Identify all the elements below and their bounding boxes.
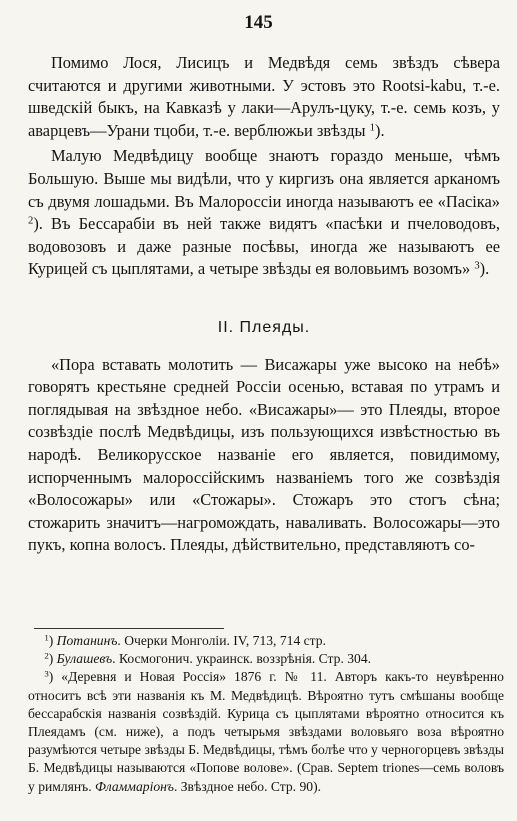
page-number: 145 <box>244 12 273 33</box>
footnote-ref: 1 <box>369 122 375 134</box>
footnote-author: Булашевъ <box>56 651 113 667</box>
paragraph-text: Малую Медвѣдицу вообще знаютъ гораздо меньше, чѣмъ Большую. Выше мы видѣли, что у киргизъ она является арканомъ съ двумя лошадьми. Въ Малороссіи иногда называютъ ее «Пасіка» <box>28 146 500 211</box>
paragraph-text: Помимо Лося, Лисицъ и Медвѣдя семь звѣздъ сѣвера считаются и другими животными. У эстовъ это Rootsi-kabu, т.-е. шведскій быкъ, на Кавказѣ у лаки—Арулъ-цуку, т.-е. семь козъ, у аварцевъ—Урани тцоби, т.-е. верблюжьи звѣзды <box>28 53 500 140</box>
footnote-author: Фламмаріонъ <box>95 778 174 794</box>
footnote-number: 3 <box>44 669 49 679</box>
paragraph-1 <box>28 52 500 142</box>
footnotes <box>28 632 504 796</box>
footnote-text: . Звѣздное небо. Стр. 90). <box>173 778 321 794</box>
footnote-number: 2 <box>44 650 49 661</box>
footnote-text: . Космогонич. украинск. воззрѣнія. Стр. 304. <box>112 651 372 667</box>
footnote-2: $^2$) Булашевъ. Космогонич. украинск. воззрѣнія. Стр. 304. <box>44 650 372 667</box>
paragraph-text: ). <box>479 259 490 279</box>
footnote-number: 1 <box>44 632 49 643</box>
footnote-author: Потанинъ <box>56 633 118 648</box>
main-text <box>28 52 500 557</box>
footnote-3: $^3$) «Деревня и Новая Россія» 1876 г. № 11. Авторъ какъ-то неувѣренно относитъ всѣ эти названія къ М. Медвѣдицѣ. Вѣроятно тутъ смѣшаны вообще бессарабскія названія созвѣздій. Курица съ цыплятами вѣроятно относится къ Плеядамъ (см. ниже), а подъ четырьмя звѣздами воловьяго воза вѣроятно разумѣются четыре звѣзды Б. Медвѣдицы, тѣмъ болѣе что у черногорцевъ звѣзды Б. Медвѣдицы называются «Попове волове». (Срав. Septem triones—семь воловъ у римлянъ. Фламмаріонъ. Звѣздное небо. Стр. 90). <box>28 669 504 794</box>
paragraph-2 <box>28 145 500 281</box>
footnote-ref: 2 <box>28 215 34 227</box>
paragraph-3: «Пора вставать молотить — Висажары уже высоко на небѣ» говорятъ крестьяне средней Россіи осенью, вставая по утрамъ и поглядывая на звѣздное небо. «Висажары»— это Плеяды, второе созвѣздіе послѣ Медвѣдицы, изъ пользующихся извѣстностью въ народѣ. Великорусское названіе его является, повидимому, испорченнымъ малороссійскимъ названіемъ того же созвѣздія «Волосожары» или «Стожары». Стожаръ это стогъ сѣна; стожарить значитъ—нагромождать, наваливать. Волосожары—это пукъ, копна волосъ. Плеяды, дѣйствительно, представляютъ со- <box>28 354 500 555</box>
footnote-ref: 3 <box>474 261 480 273</box>
footnote-1: $^1$) Потанинъ. Очерки Монголіи. IV, 713, 714 стр. <box>44 632 326 648</box>
paragraph-text: ). Въ Бессарабіи въ ней также видятъ «пасѣки и пчеловодовъ, водовозовъ и даже разные посѣвы, иногда же называютъ ее Курицей съ цыплятами, а четыре звѣзды ея воловьимъ возомъ» <box>28 214 500 279</box>
footnote-text: . Очерки Монголіи. IV, 713, 714 стр. <box>117 633 326 648</box>
paragraph-text: ). <box>374 120 385 140</box>
footnote-text: «Деревня и Новая Россія» 1876 г. № 11. Авторъ какъ-то неувѣренно относитъ всѣ эти названія къ М. Медвѣдицѣ. Вѣроятно тутъ смѣшаны вообще бессарабскія названія созвѣздій. Курица съ цыплятами вѣроятно относится къ Плеядамъ (см. ниже), а подъ четырьмя звѣздами воловьяго воза вѣроятно разумѣются четыре звѣзды Б. Медвѣдицы, тѣмъ болѣе что у черногорцевъ звѣзды Б. Медвѣдицы называются «Попове волове». (Срав. Septem triones—семь воловъ у римлянъ. <box>28 669 504 794</box>
footnote-divider <box>34 628 224 629</box>
section-heading: II. Плеяды. <box>217 318 311 336</box>
